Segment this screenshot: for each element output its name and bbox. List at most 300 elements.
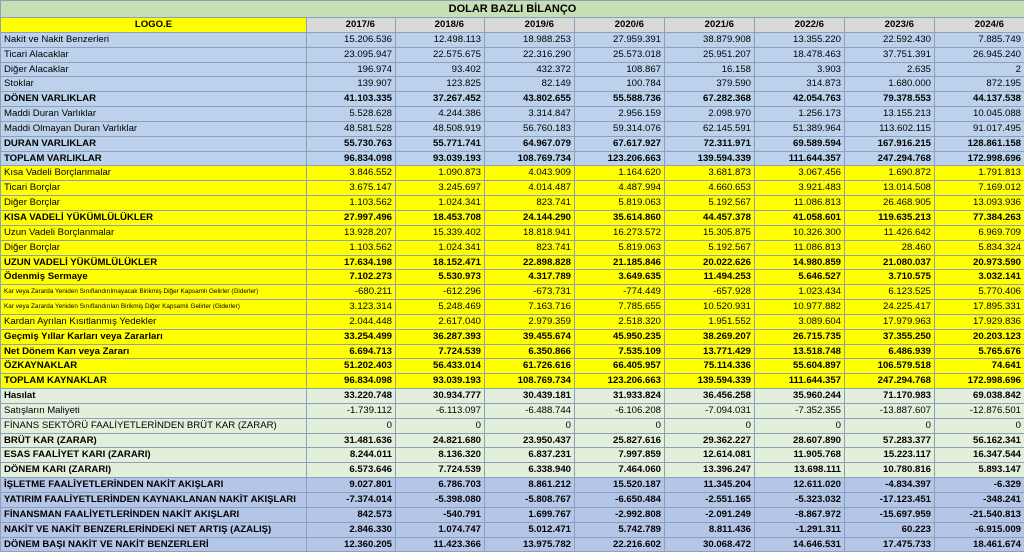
row-label-cell[interactable]: Net Dönem Karı veya Zararı [1, 344, 307, 359]
value-cell[interactable]: 17.475.733 [845, 537, 935, 552]
value-cell[interactable]: 61.726.616 [485, 359, 575, 374]
value-cell[interactable]: 36.456.258 [665, 389, 755, 404]
value-cell[interactable]: 29.362.227 [665, 433, 755, 448]
value-cell[interactable]: 21.185.846 [575, 255, 665, 270]
value-cell[interactable]: 4.317.789 [485, 270, 575, 285]
value-cell[interactable]: 2.044.448 [307, 314, 396, 329]
value-cell[interactable]: 139.594.339 [665, 374, 755, 389]
value-cell[interactable]: -13.887.607 [845, 403, 935, 418]
value-cell[interactable]: 15.520.187 [575, 478, 665, 493]
row-label-cell[interactable]: TOPLAM VARLIKLAR [1, 151, 307, 166]
value-cell[interactable]: 25.951.207 [665, 47, 755, 62]
value-cell[interactable]: 2.979.359 [485, 314, 575, 329]
value-cell[interactable]: 10.045.088 [935, 107, 1024, 122]
value-cell[interactable]: 2.098.970 [665, 107, 755, 122]
value-cell[interactable]: 69.589.594 [755, 136, 845, 151]
value-cell[interactable]: 55.588.736 [575, 92, 665, 107]
value-cell[interactable]: 91.017.495 [935, 121, 1024, 136]
value-cell[interactable]: 13.698.111 [755, 463, 845, 478]
value-cell[interactable]: 18.453.708 [396, 210, 485, 225]
value-cell[interactable]: 108.867 [575, 62, 665, 77]
year-header[interactable]: 2017/6 [307, 18, 396, 33]
value-cell[interactable]: 13.093.936 [935, 196, 1024, 211]
value-cell[interactable]: 314.873 [755, 77, 845, 92]
row-label-cell[interactable]: DÖNEM BAŞI NAKİT VE NAKİT BENZERLERİ [1, 537, 307, 552]
value-cell[interactable]: 8.811.436 [665, 522, 755, 537]
value-cell[interactable]: 22.592.430 [845, 32, 935, 47]
value-cell[interactable]: 24.225.417 [845, 300, 935, 315]
value-cell[interactable]: 108.769.734 [485, 151, 575, 166]
row-label-cell[interactable]: FİNANS SEKTÖRÜ FAALİYETLERİNDEN BRÜT KAR (ZARAR) [1, 418, 307, 433]
value-cell[interactable]: 14.980.859 [755, 255, 845, 270]
value-cell[interactable]: 6.694.713 [307, 344, 396, 359]
value-cell[interactable]: 93.039.193 [396, 151, 485, 166]
value-cell[interactable]: 10.326.300 [755, 225, 845, 240]
value-cell[interactable]: 24.821.680 [396, 433, 485, 448]
value-cell[interactable]: 59.314.076 [575, 121, 665, 136]
row-label-cell[interactable]: Stoklar [1, 77, 307, 92]
value-cell[interactable]: 18.478.463 [755, 47, 845, 62]
value-cell[interactable]: -2.091.249 [665, 507, 755, 522]
row-label-cell[interactable]: Ticari Alacaklar [1, 47, 307, 62]
value-cell[interactable]: 1.103.562 [307, 196, 396, 211]
value-cell[interactable]: -774.449 [575, 285, 665, 300]
row-label-cell[interactable]: DÖNEN VARLIKLAR [1, 92, 307, 107]
value-cell[interactable]: 30.439.181 [485, 389, 575, 404]
value-cell[interactable]: 56.433.014 [396, 359, 485, 374]
value-cell[interactable]: 33.220.748 [307, 389, 396, 404]
value-cell[interactable]: 172.998.696 [935, 374, 1024, 389]
value-cell[interactable]: 11.494.253 [665, 270, 755, 285]
value-cell[interactable]: 823.741 [485, 196, 575, 211]
row-label-cell[interactable]: YATIRIM FAALİYETLERİNDEN KAYNAKLANAN NAKİT AKIŞLARI [1, 493, 307, 508]
value-cell[interactable]: 108.769.734 [485, 374, 575, 389]
value-cell[interactable]: 172.998.696 [935, 151, 1024, 166]
value-cell[interactable]: 2.518.320 [575, 314, 665, 329]
value-cell[interactable]: 1.023.434 [755, 285, 845, 300]
row-label-cell[interactable]: Hasılat [1, 389, 307, 404]
value-cell[interactable]: 38.269.207 [665, 329, 755, 344]
value-cell[interactable]: 1.690.872 [845, 166, 935, 181]
row-label-cell[interactable]: Nakit ve Nakit Benzerleri [1, 32, 307, 47]
value-cell[interactable]: -6.650.484 [575, 493, 665, 508]
value-cell[interactable]: 11.905.768 [755, 448, 845, 463]
value-cell[interactable]: 1.103.562 [307, 240, 396, 255]
value-cell[interactable]: 13.975.782 [485, 537, 575, 552]
value-cell[interactable]: -2.551.165 [665, 493, 755, 508]
value-cell[interactable]: 3.314.847 [485, 107, 575, 122]
value-cell[interactable]: 77.384.263 [935, 210, 1024, 225]
value-cell[interactable]: 82.149 [485, 77, 575, 92]
row-label-cell[interactable]: Ödenmiş Sermaye [1, 270, 307, 285]
value-cell[interactable]: 4.043.909 [485, 166, 575, 181]
value-cell[interactable]: 1.791.813 [935, 166, 1024, 181]
value-cell[interactable]: 93.039.193 [396, 374, 485, 389]
value-cell[interactable]: 2 [935, 62, 1024, 77]
value-cell[interactable]: 5.528.628 [307, 107, 396, 122]
value-cell[interactable]: 67.282.368 [665, 92, 755, 107]
value-cell[interactable]: 3.710.575 [845, 270, 935, 285]
ticker-cell[interactable]: LOGO.E [1, 18, 307, 33]
value-cell[interactable]: 0 [485, 418, 575, 433]
value-cell[interactable]: 57.283.377 [845, 433, 935, 448]
value-cell[interactable]: 6.338.940 [485, 463, 575, 478]
value-cell[interactable]: 1.680.000 [845, 77, 935, 92]
value-cell[interactable]: 67.617.927 [575, 136, 665, 151]
row-label-cell[interactable]: TOPLAM KAYNAKLAR [1, 374, 307, 389]
value-cell[interactable]: 123.206.663 [575, 374, 665, 389]
year-header[interactable]: 2021/6 [665, 18, 755, 33]
value-cell[interactable]: -673.731 [485, 285, 575, 300]
row-label-cell[interactable]: UZUN VADELİ YÜKÜMLÜLÜKLER [1, 255, 307, 270]
value-cell[interactable]: 0 [755, 418, 845, 433]
value-cell[interactable]: 74.641 [935, 359, 1024, 374]
value-cell[interactable]: 15.339.402 [396, 225, 485, 240]
value-cell[interactable]: 7.997.859 [575, 448, 665, 463]
value-cell[interactable]: 16.273.572 [575, 225, 665, 240]
value-cell[interactable]: 4.244.386 [396, 107, 485, 122]
value-cell[interactable]: 2.846.330 [307, 522, 396, 537]
value-cell[interactable]: 5.893.147 [935, 463, 1024, 478]
value-cell[interactable]: 20.973.590 [935, 255, 1024, 270]
value-cell[interactable]: 27.959.391 [575, 32, 665, 47]
value-cell[interactable]: 44.137.538 [935, 92, 1024, 107]
value-cell[interactable]: 13.396.247 [665, 463, 755, 478]
value-cell[interactable]: 13.518.748 [755, 344, 845, 359]
value-cell[interactable]: 10.780.816 [845, 463, 935, 478]
value-cell[interactable]: 1.256.173 [755, 107, 845, 122]
row-label-cell[interactable]: DURAN VARLIKLAR [1, 136, 307, 151]
value-cell[interactable]: 35.614.860 [575, 210, 665, 225]
value-cell[interactable]: 111.644.357 [755, 151, 845, 166]
value-cell[interactable]: 96.834.098 [307, 374, 396, 389]
value-cell[interactable]: 17.929.836 [935, 314, 1024, 329]
row-label-cell[interactable]: NAKİT VE NAKİT BENZERLERİNDEKİ NET ARTIŞ (AZALIŞ) [1, 522, 307, 537]
value-cell[interactable]: -1.291.311 [755, 522, 845, 537]
value-cell[interactable]: 3.067.456 [755, 166, 845, 181]
value-cell[interactable]: -657.928 [665, 285, 755, 300]
value-cell[interactable]: 3.649.635 [575, 270, 665, 285]
value-cell[interactable]: 60.223 [845, 522, 935, 537]
value-cell[interactable]: -5.808.767 [485, 493, 575, 508]
value-cell[interactable]: 22.316.290 [485, 47, 575, 62]
value-cell[interactable]: 7.102.273 [307, 270, 396, 285]
value-cell[interactable]: 48.508.919 [396, 121, 485, 136]
value-cell[interactable]: 0 [845, 418, 935, 433]
value-cell[interactable]: 0 [665, 418, 755, 433]
value-cell[interactable]: 6.969.709 [935, 225, 1024, 240]
value-cell[interactable]: 62.145.591 [665, 121, 755, 136]
value-cell[interactable]: 1.024.341 [396, 196, 485, 211]
value-cell[interactable]: 379.590 [665, 77, 755, 92]
value-cell[interactable]: 25.573.018 [575, 47, 665, 62]
row-label-cell[interactable]: Diğer Borçlar [1, 240, 307, 255]
row-label-cell[interactable]: KISA VADELİ YÜKÜMLÜLÜKLER [1, 210, 307, 225]
value-cell[interactable]: 35.960.244 [755, 389, 845, 404]
value-cell[interactable]: 55.730.763 [307, 136, 396, 151]
value-cell[interactable]: 37.751.391 [845, 47, 935, 62]
value-cell[interactable]: 38.879.908 [665, 32, 755, 47]
value-cell[interactable]: 13.155.213 [845, 107, 935, 122]
value-cell[interactable]: -6.488.744 [485, 403, 575, 418]
value-cell[interactable]: 37.355.250 [845, 329, 935, 344]
value-cell[interactable]: 22.575.675 [396, 47, 485, 62]
value-cell[interactable]: 51.202.403 [307, 359, 396, 374]
value-cell[interactable]: 66.405.957 [575, 359, 665, 374]
value-cell[interactable]: 42.054.763 [755, 92, 845, 107]
year-header[interactable]: 2019/6 [485, 18, 575, 33]
row-label-cell[interactable]: DÖNEM KARI (ZARARI) [1, 463, 307, 478]
value-cell[interactable]: 100.784 [575, 77, 665, 92]
value-cell[interactable]: -15.697.959 [845, 507, 935, 522]
value-cell[interactable]: 7.163.716 [485, 300, 575, 315]
value-cell[interactable]: -6.329 [935, 478, 1024, 493]
value-cell[interactable]: 5.530.973 [396, 270, 485, 285]
value-cell[interactable]: 13.928.207 [307, 225, 396, 240]
value-cell[interactable]: 823.741 [485, 240, 575, 255]
row-label-cell[interactable]: Kardan Ayrılan Kısıtlanmış Yedekler [1, 314, 307, 329]
value-cell[interactable]: 872.195 [935, 77, 1024, 92]
value-cell[interactable]: 3.675.147 [307, 181, 396, 196]
value-cell[interactable]: 11.423.366 [396, 537, 485, 552]
value-cell[interactable]: 9.027.801 [307, 478, 396, 493]
row-label-cell[interactable]: Kar veya Zararda Yeniden Sınıflandırılmayacak Birikmiş Diğer Kapsamlı Gelirler (Giderler) [1, 285, 307, 300]
value-cell[interactable]: 26.945.240 [935, 47, 1024, 62]
value-cell[interactable]: 7.535.109 [575, 344, 665, 359]
year-header[interactable]: 2024/6 [935, 18, 1024, 33]
value-cell[interactable]: 111.644.357 [755, 374, 845, 389]
value-cell[interactable]: 12.360.205 [307, 537, 396, 552]
row-label-cell[interactable]: İŞLETME FAALİYETLERİNDEN NAKİT AKIŞLARI [1, 478, 307, 493]
value-cell[interactable]: 41.103.335 [307, 92, 396, 107]
value-cell[interactable]: 123.825 [396, 77, 485, 92]
value-cell[interactable]: 3.903 [755, 62, 845, 77]
value-cell[interactable]: 5.834.324 [935, 240, 1024, 255]
value-cell[interactable]: 30.934.777 [396, 389, 485, 404]
row-label-cell[interactable]: Diğer Borçlar [1, 196, 307, 211]
value-cell[interactable]: 3.032.141 [935, 270, 1024, 285]
row-label-cell[interactable]: Satışların Maliyeti [1, 403, 307, 418]
sheet-title[interactable]: DOLAR BAZLI BİLANÇO [1, 1, 1024, 18]
value-cell[interactable]: 51.389.964 [755, 121, 845, 136]
row-label-cell[interactable]: Maddi Olmayan Duran Varlıklar [1, 121, 307, 136]
value-cell[interactable]: 7.724.539 [396, 463, 485, 478]
value-cell[interactable]: 14.646.531 [755, 537, 845, 552]
value-cell[interactable]: 2.617.040 [396, 314, 485, 329]
value-cell[interactable]: 5.770.406 [935, 285, 1024, 300]
value-cell[interactable]: 11.086.813 [755, 240, 845, 255]
value-cell[interactable]: 15.223.117 [845, 448, 935, 463]
value-cell[interactable]: 0 [396, 418, 485, 433]
value-cell[interactable]: 23.095.947 [307, 47, 396, 62]
value-cell[interactable]: -6.106.208 [575, 403, 665, 418]
value-cell[interactable]: 96.834.098 [307, 151, 396, 166]
value-cell[interactable]: 18.461.674 [935, 537, 1024, 552]
value-cell[interactable]: -348.241 [935, 493, 1024, 508]
value-cell[interactable]: -680.211 [307, 285, 396, 300]
value-cell[interactable]: 13.771.429 [665, 344, 755, 359]
value-cell[interactable]: 55.771.741 [396, 136, 485, 151]
value-cell[interactable]: 1.090.873 [396, 166, 485, 181]
value-cell[interactable]: 123.206.663 [575, 151, 665, 166]
value-cell[interactable]: 43.802.655 [485, 92, 575, 107]
value-cell[interactable]: 0 [575, 418, 665, 433]
value-cell[interactable]: 23.950.437 [485, 433, 575, 448]
value-cell[interactable]: 6.573.646 [307, 463, 396, 478]
value-cell[interactable]: 3.681.873 [665, 166, 755, 181]
value-cell[interactable]: 13.355.220 [755, 32, 845, 47]
value-cell[interactable]: -4.834.397 [845, 478, 935, 493]
value-cell[interactable]: 6.837.231 [485, 448, 575, 463]
value-cell[interactable]: 28.460 [845, 240, 935, 255]
year-header[interactable]: 2018/6 [396, 18, 485, 33]
value-cell[interactable]: 1.699.767 [485, 507, 575, 522]
value-cell[interactable]: 17.895.331 [935, 300, 1024, 315]
value-cell[interactable]: 56.760.183 [485, 121, 575, 136]
value-cell[interactable]: 5.765.676 [935, 344, 1024, 359]
value-cell[interactable]: 15.206.536 [307, 32, 396, 47]
value-cell[interactable]: -612.296 [396, 285, 485, 300]
value-cell[interactable]: 1.164.620 [575, 166, 665, 181]
row-label-cell[interactable]: Kısa Vadeli Borçlanmalar [1, 166, 307, 181]
value-cell[interactable]: -7.094.031 [665, 403, 755, 418]
value-cell[interactable]: -17.123.451 [845, 493, 935, 508]
value-cell[interactable]: 3.846.552 [307, 166, 396, 181]
value-cell[interactable]: 15.305.875 [665, 225, 755, 240]
value-cell[interactable]: 71.170.983 [845, 389, 935, 404]
value-cell[interactable]: 22.216.602 [575, 537, 665, 552]
value-cell[interactable]: 12.614.081 [665, 448, 755, 463]
value-cell[interactable]: 7.885.749 [935, 32, 1024, 47]
value-cell[interactable]: 5.646.527 [755, 270, 845, 285]
value-cell[interactable]: 79.378.553 [845, 92, 935, 107]
value-cell[interactable]: 3.089.604 [755, 314, 845, 329]
value-cell[interactable]: 12.611.020 [755, 478, 845, 493]
value-cell[interactable]: 10.520.931 [665, 300, 755, 315]
value-cell[interactable]: 10.977.882 [755, 300, 845, 315]
value-cell[interactable]: 0 [935, 418, 1024, 433]
value-cell[interactable]: 28.607.890 [755, 433, 845, 448]
value-cell[interactable]: 56.162.341 [935, 433, 1024, 448]
value-cell[interactable]: 5.192.567 [665, 240, 755, 255]
value-cell[interactable]: 119.635.213 [845, 210, 935, 225]
value-cell[interactable]: 1.074.747 [396, 522, 485, 537]
value-cell[interactable]: 2.635 [845, 62, 935, 77]
value-cell[interactable]: 75.114.336 [665, 359, 755, 374]
value-cell[interactable]: 6.786.703 [396, 478, 485, 493]
value-cell[interactable]: -6.915.009 [935, 522, 1024, 537]
value-cell[interactable]: 26.468.905 [845, 196, 935, 211]
value-cell[interactable]: 5.819.063 [575, 196, 665, 211]
value-cell[interactable]: 8.861.212 [485, 478, 575, 493]
value-cell[interactable]: 7.464.060 [575, 463, 665, 478]
value-cell[interactable]: 7.785.655 [575, 300, 665, 315]
row-label-cell[interactable]: ESAS FAALİYET KARI (ZARARI) [1, 448, 307, 463]
value-cell[interactable]: 21.080.037 [845, 255, 935, 270]
value-cell[interactable]: -5.398.080 [396, 493, 485, 508]
row-label-cell[interactable]: Maddi Duran Varlıklar [1, 107, 307, 122]
value-cell[interactable]: 48.581.528 [307, 121, 396, 136]
value-cell[interactable]: 8.136.320 [396, 448, 485, 463]
value-cell[interactable]: 1.951.552 [665, 314, 755, 329]
value-cell[interactable]: 5.012.471 [485, 522, 575, 537]
value-cell[interactable]: 247.294.768 [845, 151, 935, 166]
value-cell[interactable]: -540.791 [396, 507, 485, 522]
value-cell[interactable]: 69.038.842 [935, 389, 1024, 404]
row-label-cell[interactable]: Diğer Alacaklar [1, 62, 307, 77]
value-cell[interactable]: 4.014.487 [485, 181, 575, 196]
value-cell[interactable]: 55.604.897 [755, 359, 845, 374]
value-cell[interactable]: 113.602.115 [845, 121, 935, 136]
value-cell[interactable]: 31.481.636 [307, 433, 396, 448]
value-cell[interactable]: 4.660.653 [665, 181, 755, 196]
value-cell[interactable]: 18.818.941 [485, 225, 575, 240]
value-cell[interactable]: 18.152.471 [396, 255, 485, 270]
value-cell[interactable]: 106.579.518 [845, 359, 935, 374]
value-cell[interactable]: 5.742.789 [575, 522, 665, 537]
value-cell[interactable]: 41.058.601 [755, 210, 845, 225]
value-cell[interactable]: 5.819.063 [575, 240, 665, 255]
value-cell[interactable]: 3.921.483 [755, 181, 845, 196]
value-cell[interactable]: 18.988.253 [485, 32, 575, 47]
value-cell[interactable]: -2.992.808 [575, 507, 665, 522]
value-cell[interactable]: 20.203.123 [935, 329, 1024, 344]
value-cell[interactable]: 13.014.508 [845, 181, 935, 196]
value-cell[interactable]: 128.861.158 [935, 136, 1024, 151]
value-cell[interactable]: 72.311.971 [665, 136, 755, 151]
value-cell[interactable]: -8.867.972 [755, 507, 845, 522]
value-cell[interactable]: 11.345.204 [665, 478, 755, 493]
value-cell[interactable]: 93.402 [396, 62, 485, 77]
value-cell[interactable]: 139.907 [307, 77, 396, 92]
value-cell[interactable]: 842.573 [307, 507, 396, 522]
value-cell[interactable]: 11.426.642 [845, 225, 935, 240]
value-cell[interactable]: 17.979.963 [845, 314, 935, 329]
row-label-cell[interactable]: FİNANSMAN FAALİYETLERİNDEN NAKİT AKIŞLARI [1, 507, 307, 522]
value-cell[interactable]: -21.540.813 [935, 507, 1024, 522]
value-cell[interactable]: 6.486.939 [845, 344, 935, 359]
value-cell[interactable]: 12.498.113 [396, 32, 485, 47]
value-cell[interactable]: 7.724.539 [396, 344, 485, 359]
year-header[interactable]: 2022/6 [755, 18, 845, 33]
value-cell[interactable]: 7.169.012 [935, 181, 1024, 196]
value-cell[interactable]: 22.898.828 [485, 255, 575, 270]
row-label-cell[interactable]: Uzun Vadeli Borçlanmalar [1, 225, 307, 240]
value-cell[interactable]: 6.350.866 [485, 344, 575, 359]
value-cell[interactable]: -7.352.355 [755, 403, 845, 418]
value-cell[interactable]: -12.876.501 [935, 403, 1024, 418]
year-header[interactable]: 2023/6 [845, 18, 935, 33]
row-label-cell[interactable]: Kar veya Zararda Yeniden Sınıflandırılan Birikmiş Diğer Kapsamlı Gelirler (Giderler) [1, 300, 307, 315]
value-cell[interactable]: 139.594.339 [665, 151, 755, 166]
row-label-cell[interactable]: ÖZKAYNAKLAR [1, 359, 307, 374]
value-cell[interactable]: 3.123.314 [307, 300, 396, 315]
value-cell[interactable]: 5.192.567 [665, 196, 755, 211]
value-cell[interactable]: 39.455.674 [485, 329, 575, 344]
value-cell[interactable]: 17.634.198 [307, 255, 396, 270]
value-cell[interactable]: 5.248.469 [396, 300, 485, 315]
row-label-cell[interactable]: Ticari Borçlar [1, 181, 307, 196]
value-cell[interactable]: 45.950.235 [575, 329, 665, 344]
value-cell[interactable]: 6.123.525 [845, 285, 935, 300]
value-cell[interactable]: -5.323.032 [755, 493, 845, 508]
value-cell[interactable]: 24.144.290 [485, 210, 575, 225]
value-cell[interactable]: -6.113.097 [396, 403, 485, 418]
value-cell[interactable]: 36.287.393 [396, 329, 485, 344]
value-cell[interactable]: 25.827.616 [575, 433, 665, 448]
value-cell[interactable]: 11.086.813 [755, 196, 845, 211]
value-cell[interactable]: 1.024.341 [396, 240, 485, 255]
